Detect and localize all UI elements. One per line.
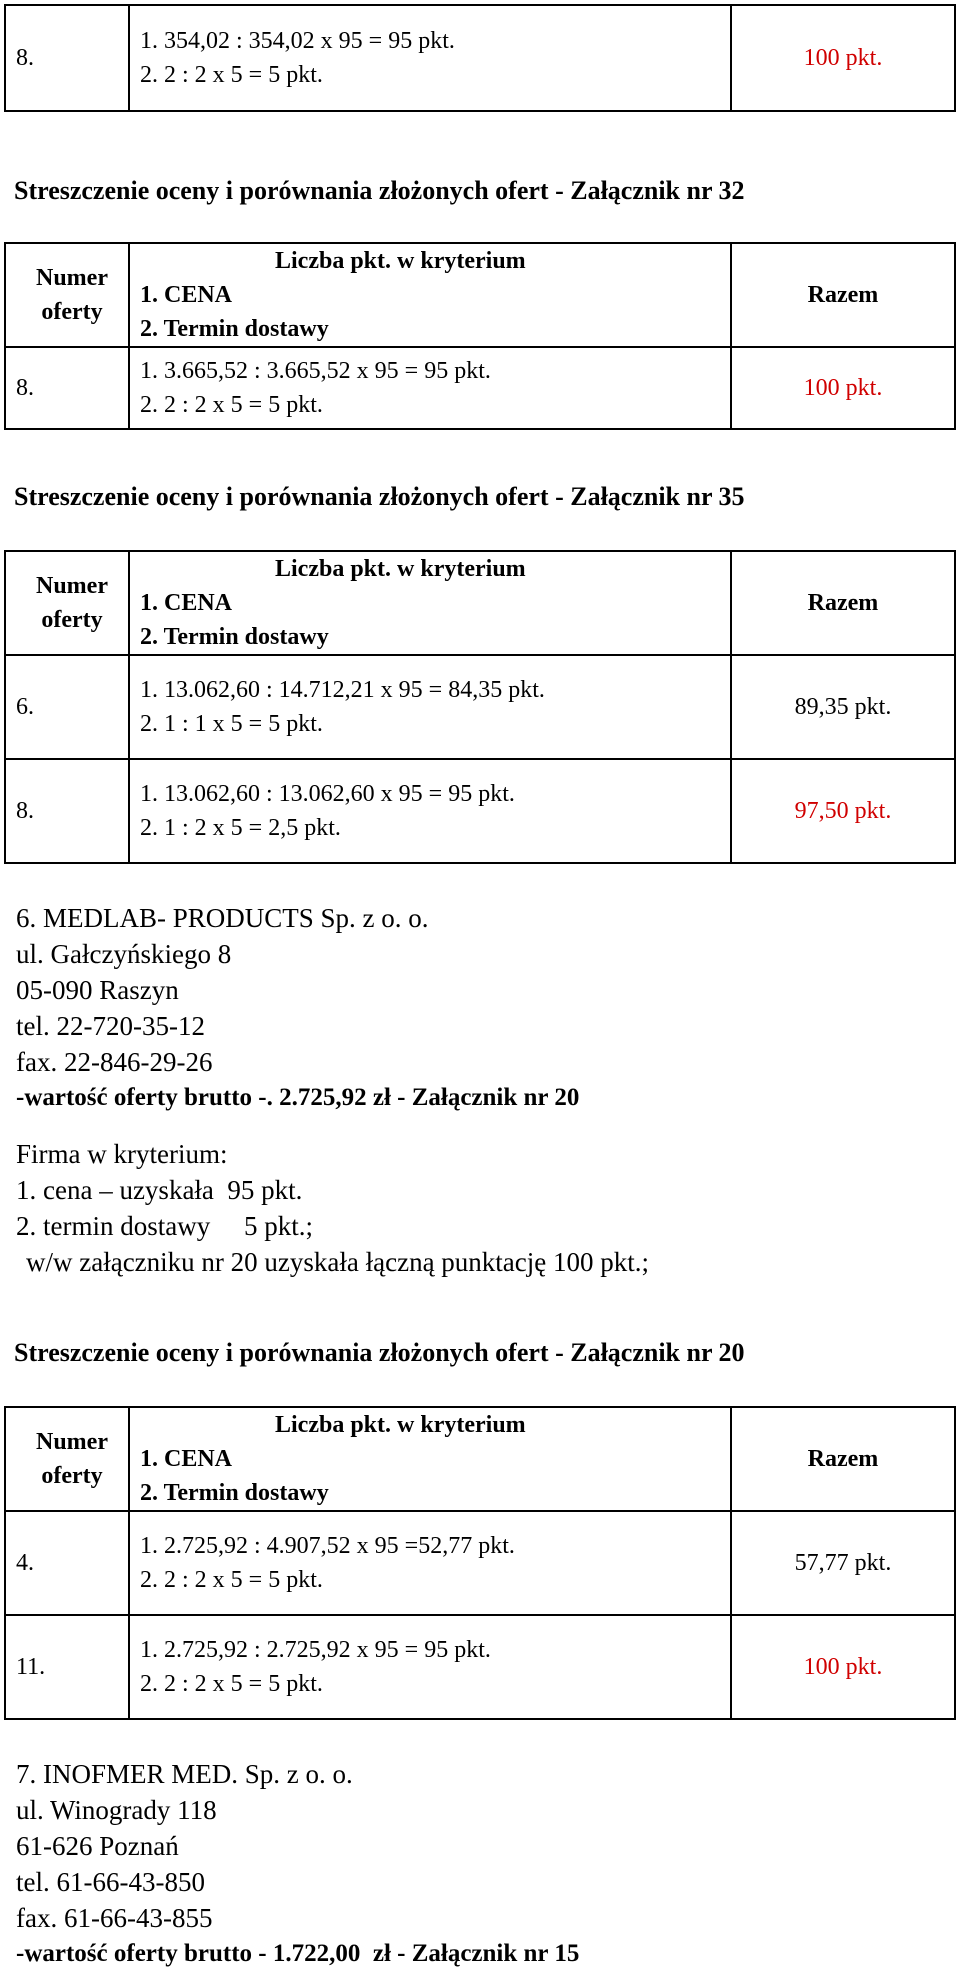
results-table-20 (4, 1406, 956, 1720)
header-criterion-2: 2. Termin dostawy (140, 316, 329, 342)
table-row (5, 655, 955, 759)
offer-number-cell: 8. (5, 347, 129, 429)
header-number-cell (5, 551, 129, 655)
header-number-label: Numer oferty (36, 573, 108, 633)
header-criteria-title: Liczba pkt. w kryterium (275, 1412, 526, 1438)
table-header-row (5, 243, 955, 347)
company-name: 6. MEDLAB- PRODUCTS Sp. z o. o. (16, 903, 429, 933)
criteria-cell (129, 1615, 731, 1719)
total-score-summary: w/w załączniku nr 20 uzyskała łączną punktację 100 pkt.; (26, 1247, 650, 1277)
criteria-cell (129, 5, 731, 111)
table-row (5, 5, 955, 111)
table-header-row (5, 1407, 955, 1511)
criteria-cell (129, 655, 731, 759)
price-score-line: 1. 13.062,60 : 14.712,21 x 95 = 84,35 pkt. (140, 677, 545, 703)
price-score-line: 1. 3.665,52 : 3.665,52 x 95 = 95 pkt. (140, 358, 491, 384)
header-criteria-title: Liczba pkt. w kryterium (275, 248, 526, 274)
results-table-top (4, 4, 956, 112)
criteria-cell (129, 759, 731, 863)
company-street: ul. Gałczyńskiego 8 (16, 939, 232, 969)
company-city: 05-090 Raszyn (16, 975, 179, 1005)
criteria-cell (129, 1511, 731, 1615)
offer-value: -wartość oferty brutto - 1.722,00 zł - Załącznik nr 15 (16, 1940, 580, 1967)
header-number-cell (5, 243, 129, 347)
price-score-line: 1. 2.725,92 : 2.725,92 x 95 = 95 pkt. (140, 1637, 491, 1663)
total-cell: 100 pkt. (731, 5, 955, 111)
company-fax: fax. 61-66-43-855 (16, 1903, 213, 1933)
company-tel: tel. 61-66-43-850 (16, 1867, 205, 1897)
header-number-cell (5, 1407, 129, 1511)
results-table-32 (4, 242, 956, 430)
delivery-score-line: 2. 1 : 1 x 5 = 5 pkt. (140, 711, 323, 737)
table-row (5, 347, 955, 429)
section-heading-32: Streszczenie oceny i porównania złożonych ofert - Załącznik nr 32 (14, 176, 745, 205)
section-heading-20: Streszczenie oceny i porównania złożonych ofert - Załącznik nr 20 (14, 1338, 745, 1367)
header-total-cell: Razem (731, 1407, 955, 1511)
table-header-row (5, 551, 955, 655)
header-criterion-1: 1. CENA (140, 282, 233, 308)
total-cell: 100 pkt. (731, 1615, 955, 1719)
header-criterion-2: 2. Termin dostawy (140, 1480, 329, 1506)
price-score-line: 1. 13.062,60 : 13.062,60 x 95 = 95 pkt. (140, 781, 515, 807)
offer-number-cell: 11. (5, 1615, 129, 1719)
offer-number-cell: 8. (5, 759, 129, 863)
company-name: 7. INOFMER MED. Sp. z o. o. (16, 1759, 353, 1789)
company-city: 61-626 Poznań (16, 1831, 179, 1861)
section-heading-35: Streszczenie oceny i porównania złożonych ofert - Załącznik nr 35 (14, 482, 745, 511)
results-table-35 (4, 550, 956, 864)
header-criteria-cell (129, 243, 731, 347)
criterion-delivery-result: 2. termin dostawy 5 pkt.; (16, 1211, 313, 1241)
header-total-cell: Razem (731, 243, 955, 347)
total-cell: 100 pkt. (731, 347, 955, 429)
price-score-line: 1. 2.725,92 : 4.907,52 x 95 =52,77 pkt. (140, 1533, 515, 1559)
table-row (5, 1615, 955, 1719)
total-cell: 57,77 pkt. (731, 1511, 955, 1615)
price-score-line: 1. 354,02 : 354,02 x 95 = 95 pkt. (140, 28, 455, 54)
table-row (5, 1511, 955, 1615)
table-row (5, 759, 955, 863)
delivery-score-line: 2. 2 : 2 x 5 = 5 pkt. (140, 62, 323, 88)
header-criteria-cell (129, 1407, 731, 1511)
company-fax: fax. 22-846-29-26 (16, 1047, 213, 1077)
header-number-label: Numer oferty (36, 265, 108, 325)
offer-number-cell: 4. (5, 1511, 129, 1615)
total-cell: 97,50 pkt. (731, 759, 955, 863)
delivery-score-line: 2. 2 : 2 x 5 = 5 pkt. (140, 392, 323, 418)
offer-number-cell: 6. (5, 655, 129, 759)
delivery-score-line: 2. 2 : 2 x 5 = 5 pkt. (140, 1567, 323, 1593)
offer-value: -wartość oferty brutto -. 2.725,92 zł - Załącznik nr 20 (16, 1084, 580, 1111)
criteria-intro: Firma w kryterium: (16, 1139, 228, 1169)
offer-number-cell: 8. (5, 5, 129, 111)
total-cell: 89,35 pkt. (731, 655, 955, 759)
company-street: ul. Winogrady 118 (16, 1795, 217, 1825)
header-criteria-title: Liczba pkt. w kryterium (275, 556, 526, 582)
header-total-cell: Razem (731, 551, 955, 655)
criteria-cell (129, 347, 731, 429)
header-criteria-cell (129, 551, 731, 655)
company-tel: tel. 22-720-35-12 (16, 1011, 205, 1041)
header-number-label: Numer oferty (36, 1429, 108, 1489)
header-criterion-1: 1. CENA (140, 590, 233, 616)
header-criterion-2: 2. Termin dostawy (140, 624, 329, 650)
company-block-6 (16, 900, 649, 1280)
delivery-score-line: 2. 1 : 2 x 5 = 2,5 pkt. (140, 815, 341, 841)
delivery-score-line: 2. 2 : 2 x 5 = 5 pkt. (140, 1671, 323, 1697)
header-criterion-1: 1. CENA (140, 1446, 233, 1472)
company-block-7 (16, 1756, 579, 1972)
criterion-price-result: 1. cena – uzyskała 95 pkt. (16, 1175, 303, 1205)
